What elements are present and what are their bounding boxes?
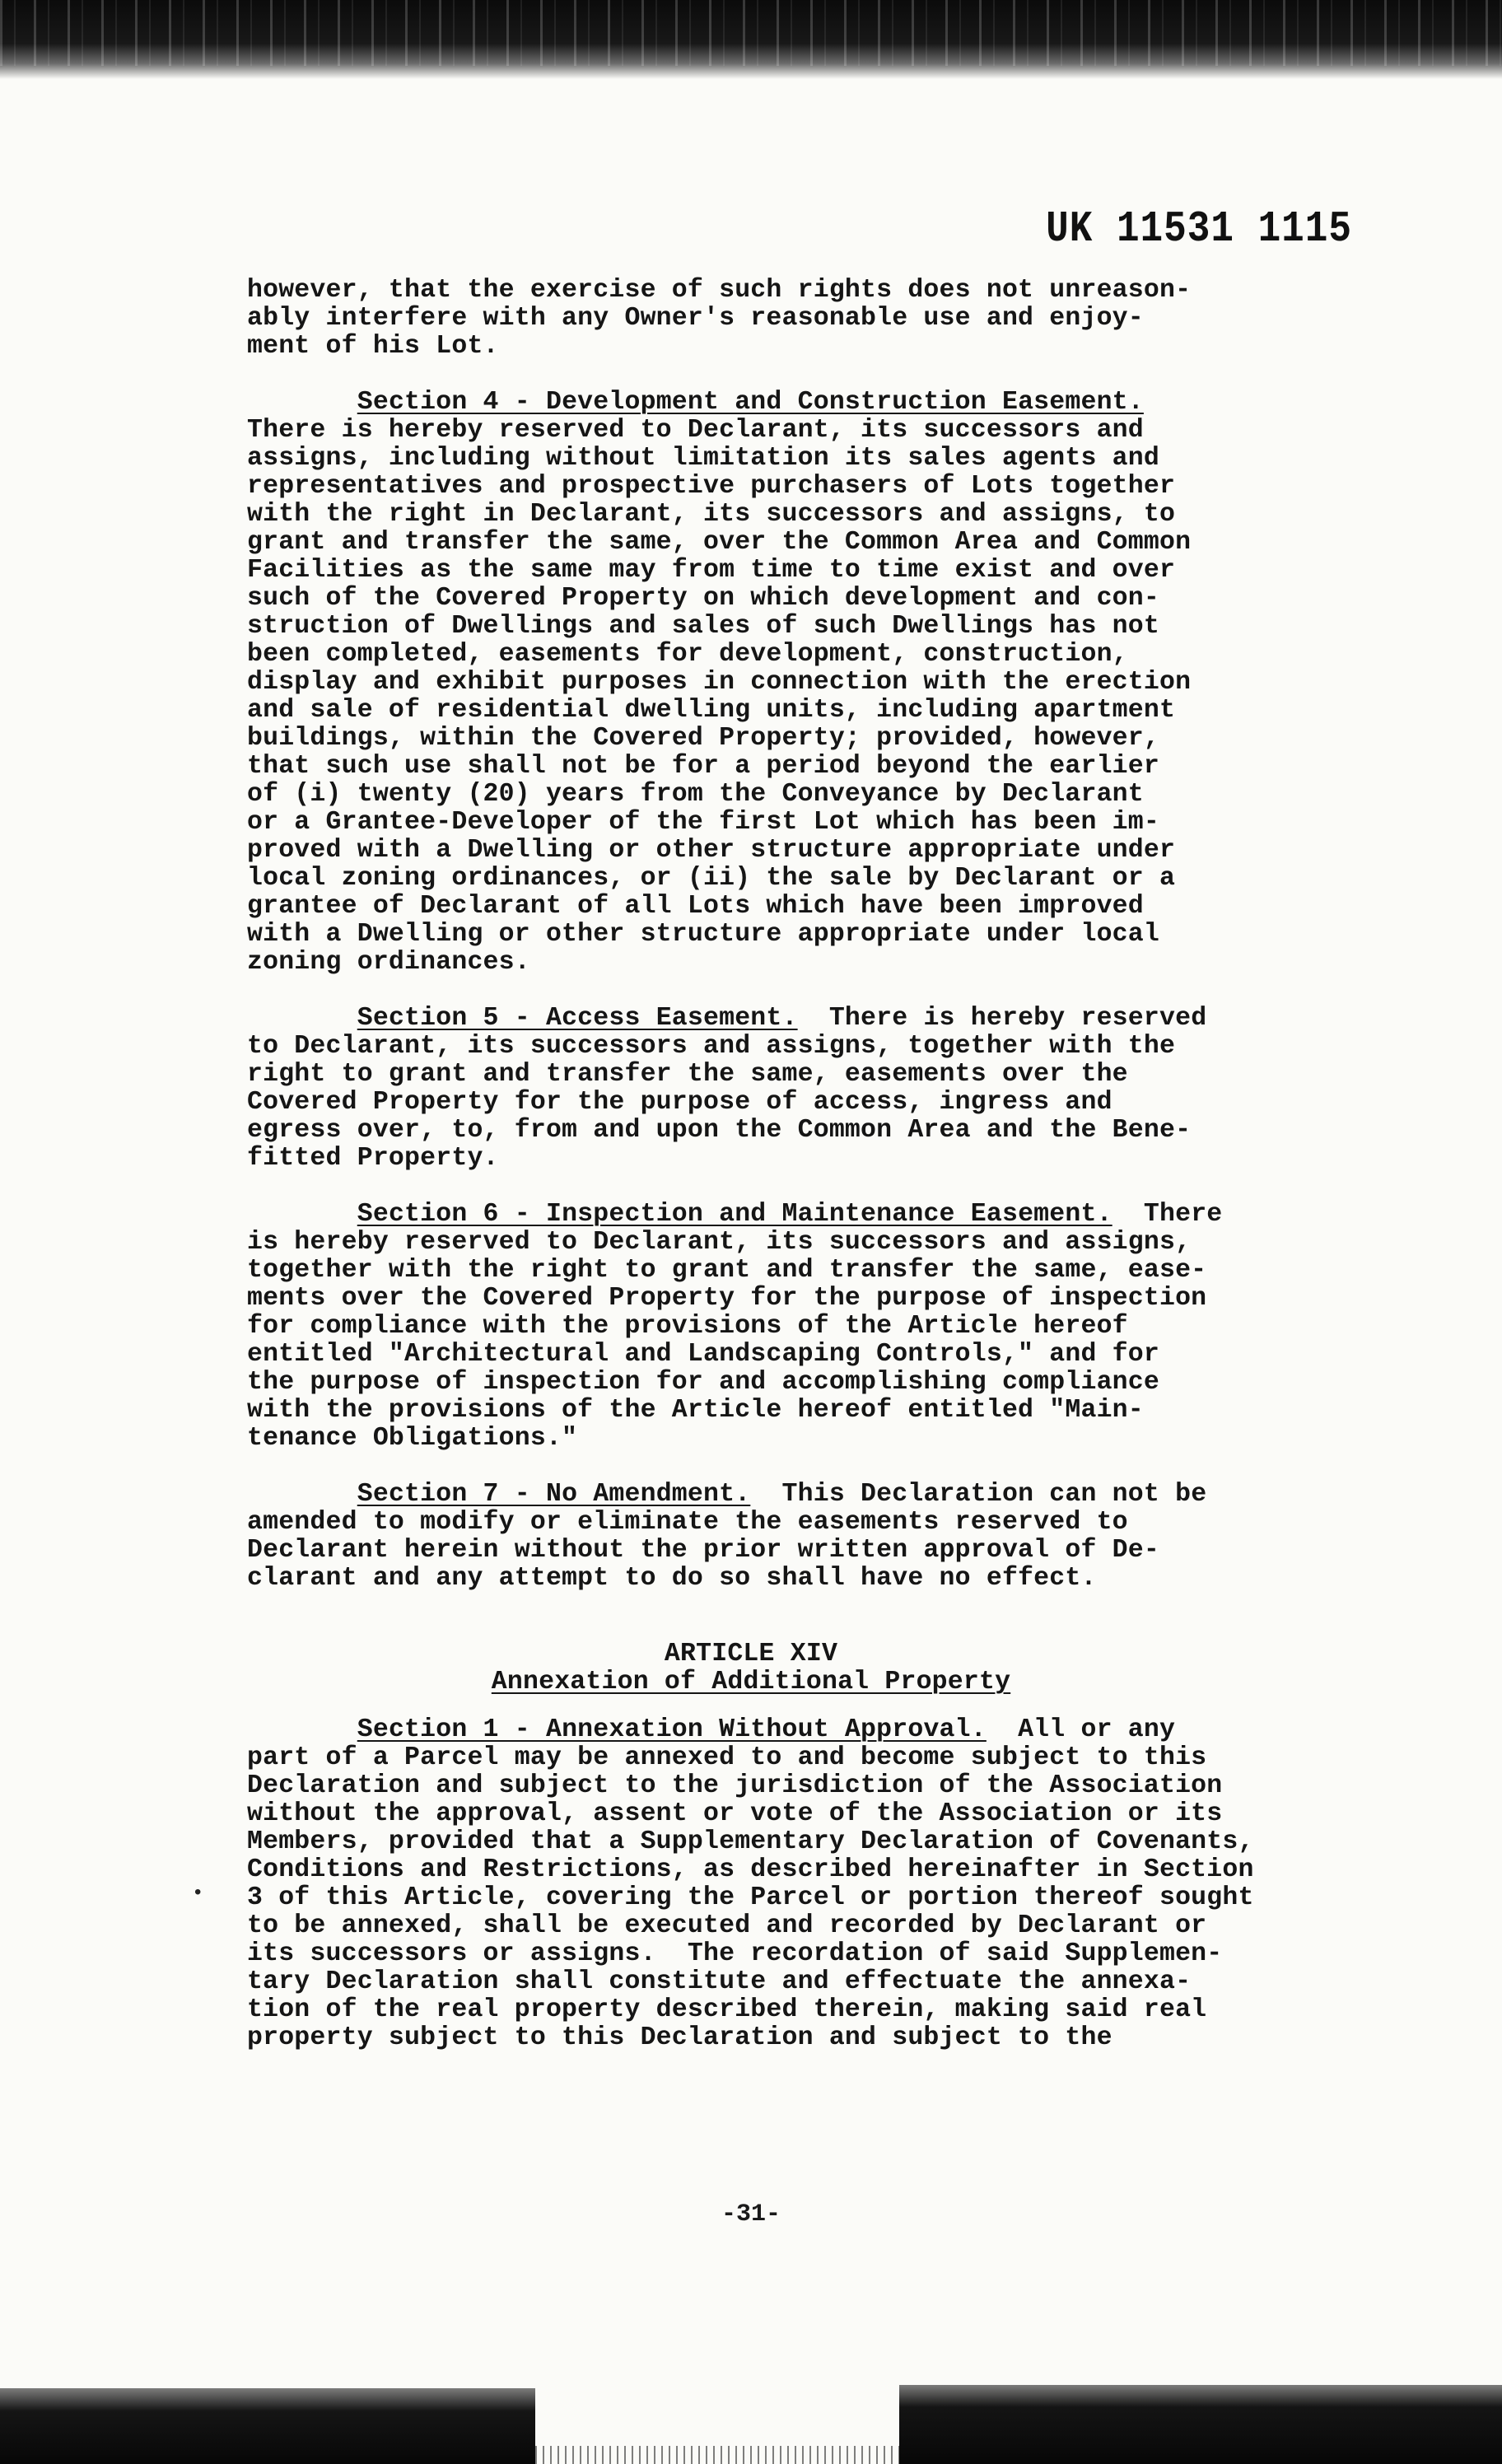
text-line: with the right in Declarant, its successors and assigns, to (247, 500, 1176, 529)
document-body (247, 277, 1334, 2052)
text-line: Declaration and subject to the jurisdiction of the Association (247, 1771, 1223, 1800)
paragraph-gap (247, 1696, 1334, 1716)
section-5-first-line-text: There is hereby reserved (797, 1004, 1207, 1033)
scan-noise-top (0, 0, 1502, 66)
section-6-heading: Section 6 - Inspection and Maintenance Easement. (357, 1200, 1113, 1229)
text-line: the purpose of inspection for and accomplishing compliance (247, 1368, 1159, 1397)
text-line: ments over the Covered Property for the purpose of inspection (247, 1284, 1207, 1313)
text-line: entitled "Architectural and Landscaping Controls," and for (247, 1340, 1159, 1369)
scan-edge-bottom-right (899, 2385, 1502, 2464)
text-line: for compliance with the provisions of the Article hereof (247, 1312, 1128, 1341)
text-line: tenance Obligations." (247, 1424, 578, 1453)
text-line: Declarant herein without the prior written approval of De- (247, 1536, 1159, 1565)
article-14-section-1-heading: Section 1 - Annexation Without Approval. (357, 1715, 987, 1744)
text-line: ably interfere with any Owner's reasonable use and enjoy- (247, 304, 1144, 333)
text-line: struction of Dwellings and sales of such Dwellings has not (247, 612, 1159, 641)
section-5-first-line (247, 1005, 1334, 1033)
text-line: with a Dwelling or other structure appropriate under local (247, 920, 1159, 949)
paragraph-gap (247, 1593, 1334, 1621)
text-line: together with the right to grant and transfer the same, ease- (247, 1256, 1207, 1285)
section-4-paragraph (247, 389, 1334, 977)
text-line: tary Declaration shall constitute and effectuate the annexa- (247, 1967, 1192, 1996)
text-line: display and exhibit purposes in connection with the erection (247, 668, 1192, 697)
section-6-paragraph (247, 1201, 1334, 1453)
text-line: Conditions and Restrictions, as described hereinafter in Section (247, 1855, 1254, 1884)
article-14-section-1-paragraph (247, 1716, 1334, 2052)
section-6-first-line-text: There (1112, 1200, 1223, 1229)
text-line: however, that the exercise of such rights does not unreason- (247, 276, 1192, 305)
text-line: that such use shall not be for a period beyond the earlier (247, 752, 1159, 781)
paragraph-gap (247, 1173, 1334, 1201)
article-14-section-1-first-line (247, 1716, 1334, 1744)
text-line: Facilities as the same may from time to time exist and over (247, 556, 1176, 585)
article-14-title: Annexation of Additional Property (491, 1668, 1011, 1696)
text-line: egress over, to, from and upon the Common Area and the Bene- (247, 1116, 1192, 1145)
section-7-first-line-text: This Declaration can not be (750, 1480, 1207, 1509)
section-4-first-line (247, 389, 1334, 417)
text-line: its successors or assigns. The recordation of said Supplemen- (247, 1939, 1223, 1968)
page-number: -31- (721, 2200, 781, 2228)
document-recording-number: UK 11531 1115 (1046, 204, 1352, 254)
text-line: representatives and prospective purchasers of Lots together (247, 472, 1176, 501)
article-14-title-line (0, 1668, 1502, 1696)
article-14-section-1-first-line-text: All or any (986, 1715, 1176, 1744)
text-line: such of the Covered Property on which development and con- (247, 584, 1159, 613)
section-7-heading: Section 7 - No Amendment. (357, 1480, 751, 1509)
text-line: is hereby reserved to Declarant, its successors and assigns, (247, 1228, 1192, 1257)
intro-paragraph (247, 277, 1334, 361)
text-line: of (i) twenty (20) years from the Conveyance by Declarant (247, 780, 1144, 809)
text-line: right to grant and transfer the same, easements over the (247, 1060, 1128, 1089)
text-line: 3 of this Article, covering the Parcel or portion thereof sought (247, 1883, 1254, 1912)
text-line: or a Grantee-Developer of the first Lot which has been im- (247, 808, 1159, 837)
text-line: part of a Parcel may be annexed to and become subject to this (247, 1743, 1207, 1772)
text-line: amended to modify or eliminate the easements reserved to (247, 1508, 1128, 1537)
text-line: zoning ordinances. (247, 948, 530, 977)
text-line: local zoning ordinances, or (ii) the sale by Declarant or a (247, 864, 1176, 893)
text-line: proved with a Dwelling or other structure appropriate under (247, 836, 1176, 865)
section-4-heading: Section 4 - Development and Construction Easement. (357, 388, 1144, 417)
paragraph-gap (247, 1621, 1334, 1640)
text-line: property subject to this Declaration and subject to the (247, 2023, 1113, 2052)
text-line: assigns, including without limitation its sales agents and (247, 444, 1159, 473)
text-line: ment of his Lot. (247, 332, 499, 361)
text-line: to Declarant, its successors and assigns, together with the (247, 1032, 1176, 1061)
section-7-paragraph (247, 1481, 1334, 1593)
article-14-header (247, 1640, 1334, 1696)
paragraph-gap (247, 977, 1334, 1005)
section-7-first-line (247, 1481, 1334, 1509)
text-line: fitted Property. (247, 1144, 499, 1173)
text-line: and sale of residential dwelling units, including apartment (247, 696, 1176, 725)
text-line: with the provisions of the Article hereof entitled "Main- (247, 1396, 1144, 1425)
text-line: Covered Property for the purpose of access, ingress and (247, 1088, 1113, 1117)
text-line: buildings, within the Covered Property; provided, however, (247, 724, 1159, 753)
section-6-first-line (247, 1201, 1334, 1229)
section-5-paragraph (247, 1005, 1334, 1173)
margin-bullet-mark: • (194, 1881, 202, 1903)
text-line: been completed, easements for development, construction, (247, 640, 1128, 669)
article-14-number: ARTICLE XIV (664, 1640, 838, 1668)
paragraph-gap (247, 361, 1334, 389)
text-line: grantee of Declarant of all Lots which have been improved (247, 892, 1144, 921)
text-line: tion of the real property described therein, making said real (247, 1995, 1207, 2024)
text-line: Members, provided that a Supplementary Declaration of Covenants, (247, 1827, 1254, 1856)
scan-edge-bottom-left (0, 2388, 535, 2464)
section-5-heading: Section 5 - Access Easement. (357, 1004, 798, 1033)
text-line: clarant and any attempt to do so shall have no effect. (247, 1564, 1097, 1593)
text-line: grant and transfer the same, over the Common Area and Common (247, 528, 1192, 557)
scan-noise-bottom (535, 2446, 899, 2464)
text-line: without the approval, assent or vote of the Association or its (247, 1799, 1223, 1828)
text-line: There is hereby reserved to Declarant, its successors and (247, 416, 1144, 445)
paragraph-gap (247, 1453, 1334, 1481)
text-line: to be annexed, shall be executed and recorded by Declarant or (247, 1911, 1207, 1940)
